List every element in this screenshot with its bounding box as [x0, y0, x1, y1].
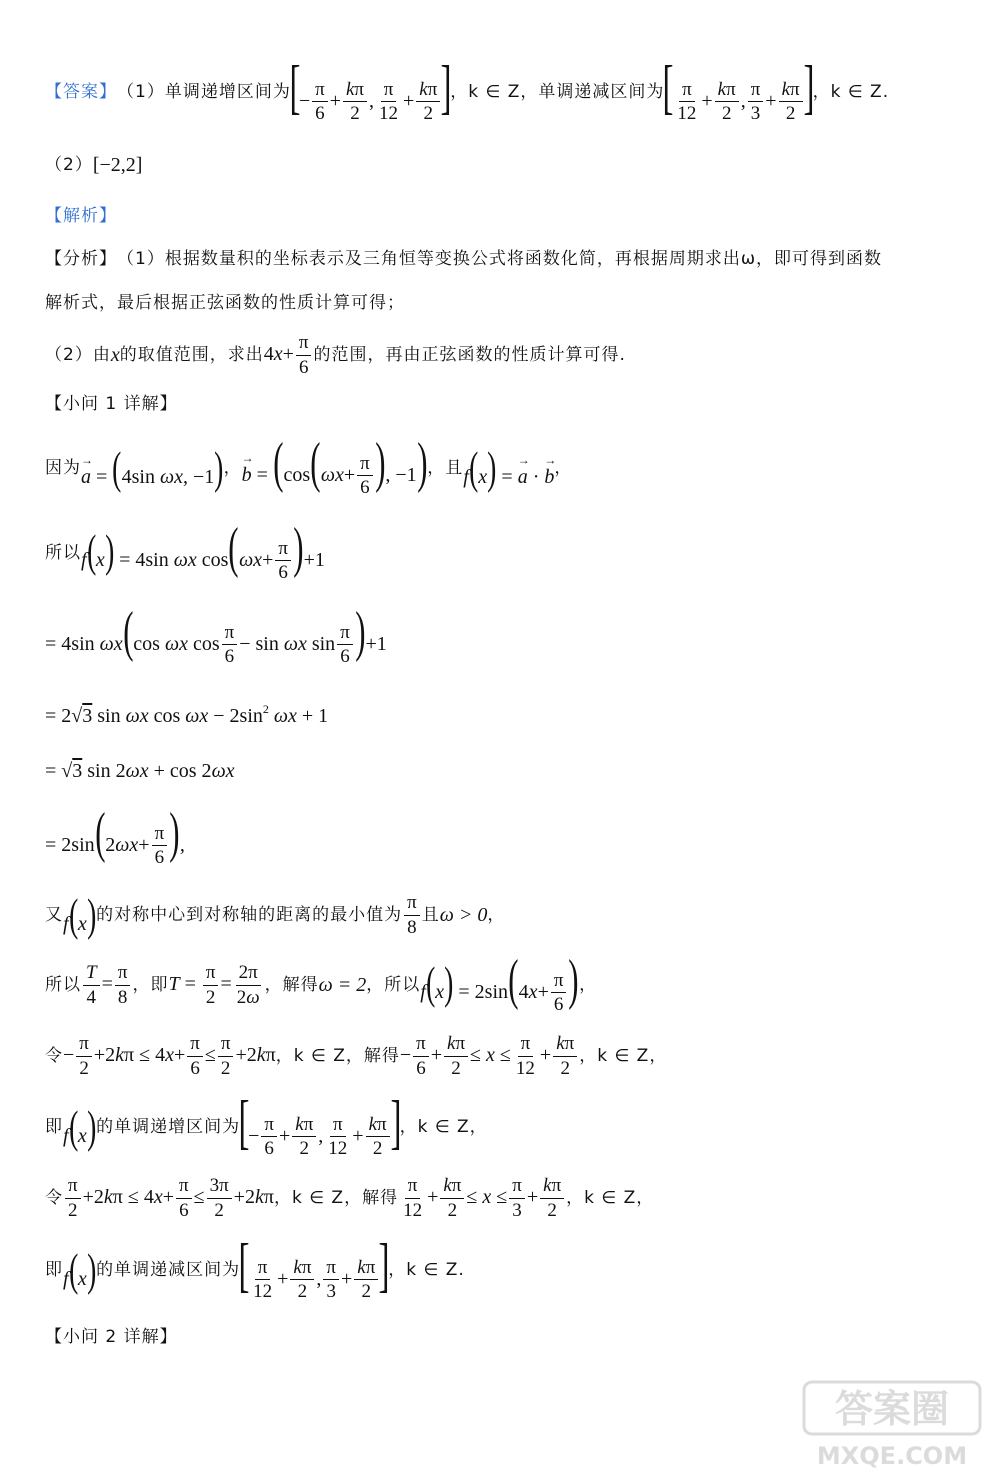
q2-tag: 【小问 2 详解】	[45, 1326, 178, 1347]
fenxi-line-3	[45, 330, 960, 380]
fenxi-text-3a: （2）由	[45, 344, 111, 365]
answer-inc-interval: [− $\frac{\pi}{6}$ + $\frac{k\pi}{2}$ , $\frac{\pi}{12}$ + $\frac{k\pi}{2}$ ]	[289, 53, 452, 125]
step11-ineq: $\frac{\pi}{2}$ +2kπ ≤ 4x+ $\frac{\pi}{6}$ ≤ $\frac{3\pi}{2}$ +2kπ	[63, 1176, 274, 1221]
step8-eq3: ω = 2	[318, 974, 367, 996]
answer-p1-mid: ，k ∈ Z，单调递减区间为	[450, 81, 665, 102]
step10-text-b: 的单调递增区间为	[96, 1116, 241, 1137]
step10-f: f(x)	[63, 1101, 97, 1153]
fenxi-x: x	[110, 344, 120, 366]
step7-text-c: 且	[421, 904, 440, 925]
step-7	[45, 890, 960, 940]
step-2	[45, 516, 960, 584]
fenxi-text-2: 解析式，最后根据正弦函数的性质计算可得；	[45, 292, 405, 313]
answer-p1-end: ，k ∈ Z.	[812, 81, 890, 102]
step8-eq4: f(x) = 2sin(4x+ $\frac{\pi}{6}$ )	[420, 948, 579, 1016]
step7-cond: ω > 0	[439, 904, 488, 926]
step5-expr: = √3 sin 2ωx + cos 2ωx	[45, 760, 235, 782]
fenxi-tag: 【分析】	[45, 248, 117, 269]
watermark-logo	[802, 1380, 982, 1470]
step9-text-b: ，k ∈ Z，解得	[275, 1045, 400, 1066]
step-6	[45, 801, 960, 869]
step-10	[45, 1088, 960, 1160]
step-12	[45, 1231, 960, 1303]
step9-text-a: 令	[45, 1045, 63, 1066]
step11-text-a: 令	[45, 1187, 63, 1208]
vector-b-def: → b = (cos(ωx+ $\frac{\pi}{6}$ ), −1)	[242, 438, 428, 499]
step1-text-d: ，	[554, 457, 573, 478]
vector-a-def: → a = (4sin ωx, −1)	[81, 447, 224, 488]
step9-text-c: ，k ∈ Z，	[579, 1045, 668, 1066]
step-9	[45, 1028, 960, 1084]
analysis-heading	[45, 204, 960, 228]
step12-text-c: ，k ∈ Z.	[388, 1259, 465, 1280]
step10-text-c: ，k ∈ Z，	[399, 1116, 488, 1137]
step7-f: f(x)	[63, 889, 97, 941]
step1-text-b: ，	[223, 457, 242, 478]
fenxi-line-1	[45, 246, 960, 272]
step10-text-a: 即	[45, 1116, 63, 1137]
answer-p1-prefix: （1）单调递增区间为	[117, 81, 291, 102]
step8-text-d: ，所以	[366, 974, 421, 995]
step11-text-c: ，k ∈ Z，	[566, 1187, 655, 1208]
step7-text-a: 又	[45, 904, 63, 925]
step8-text-b: ，即	[132, 974, 169, 995]
analysis-tag: 【解析】	[45, 205, 117, 226]
step12-interval: [ $\frac{\pi}{12}$ + $\frac{k\pi}{2}$ , $\frac{\pi}{3}$ + $\frac{k\pi}{2}$ ]	[238, 1231, 390, 1303]
answer-tag: 【答案】	[45, 81, 117, 102]
q1-heading	[45, 392, 960, 416]
step3-expr: = 4sin ωx(cos ωx cos $\frac{\pi}{6}$ − sin ωx sin $\frac{\pi}{6}$ )+1	[45, 600, 387, 668]
step-5	[45, 757, 960, 785]
step-11	[45, 1170, 960, 1226]
step12-text-a: 即	[45, 1259, 63, 1280]
step2-expr: f(x) = 4sin ωx cos(ωx+ $\frac{\pi}{6}$ )+1	[81, 516, 325, 584]
fenxi-line-2	[45, 290, 960, 316]
watermark-logo-text: 答案圈	[834, 1387, 950, 1431]
step1-text-a: 因为	[45, 457, 81, 478]
q1-tag: 【小问 1 详解】	[45, 393, 178, 414]
step8-text-c: ，解得	[264, 974, 319, 995]
step12-text-b: 的单调递减区间为	[96, 1259, 241, 1280]
fenxi-text-3b: 的取值范围，求出	[119, 344, 264, 365]
step10-interval: [− $\frac{\pi}{6}$ + $\frac{k\pi}{2}$ , $\frac{\pi}{12}$ + $\frac{k\pi}{2}$ ]	[238, 1088, 402, 1160]
answer-p2-prefix: （2）	[45, 154, 93, 175]
step4-expr: = 2√3 sin ωx $\cos \omega x - 2\sin^2$ ωx + 1	[45, 701, 329, 727]
q2-heading	[45, 1325, 960, 1349]
answer-dec-interval: [ $\frac{\pi}{12}$ + $\frac{k\pi}{2}$ , $\frac{\pi}{3}$ + $\frac{k\pi}{2}$ ]	[662, 53, 815, 125]
fenxi-expr: 4x+ $\frac{\pi}{6}$	[264, 333, 314, 378]
step6-expr: = 2sin(2ωx+ $\frac{\pi}{6}$ ),	[45, 801, 185, 869]
step8-text-e: ，	[579, 974, 598, 995]
answer-p2-value: [−2,2]	[92, 154, 143, 176]
step7-text-b: 的对称中心到对称轴的距离的最小值为	[96, 904, 403, 925]
answer-line-2	[45, 150, 960, 180]
step8-eq1: $\frac{T}{4}$ = $\frac{\pi}{8}$	[81, 963, 132, 1008]
step-4	[45, 700, 960, 728]
f-dot-product: f(x) = → a · → b	[463, 447, 554, 488]
watermark-site-text: MXQE.COM	[816, 1442, 968, 1470]
step7-frac: $\frac{\pi}{8}$	[402, 893, 422, 938]
step-3	[45, 600, 960, 668]
answer-line-1	[45, 53, 960, 125]
step11-text-b: ，k ∈ Z，解得	[273, 1187, 399, 1208]
step9-ineq: − $\frac{\pi}{2}$ +2kπ ≤ 4x+ $\frac{\pi}{6}$ ≤ $\frac{\pi}{2}$ +2kπ	[63, 1032, 276, 1079]
step8-text-a: 所以	[45, 974, 81, 995]
step7-text-d: ，	[487, 904, 506, 925]
step12-f: f(x)	[63, 1244, 97, 1296]
step-1	[45, 431, 960, 499]
fenxi-text-1: （1）根据数量积的坐标表示及三角恒等变换公式将函数化简，再根据周期求出ω，即可得到函数	[117, 248, 883, 269]
fenxi-text-3c: 的范围，再由正弦函数的性质计算可得.	[313, 344, 626, 365]
step9-res: − $\frac{\pi}{6}$ + $\frac{k\pi}{2}$ ≤ x ≤ $\frac{\pi}{12}$ + $\frac{k\pi}{2}$	[400, 1034, 579, 1079]
step8-eq2: T = $\frac{\pi}{2}$ = $\frac{2\pi}{2\omega}$	[168, 961, 260, 1008]
step1-text-c: ，且	[427, 457, 464, 478]
step2-prefix: 所以	[45, 542, 81, 563]
step-8	[45, 948, 960, 1016]
step11-res: $\frac{\pi}{12}$ + $\frac{k\pi}{2}$ ≤ x ≤ $\frac{\pi}{3}$ + $\frac{k\pi}{2}$	[398, 1176, 566, 1221]
